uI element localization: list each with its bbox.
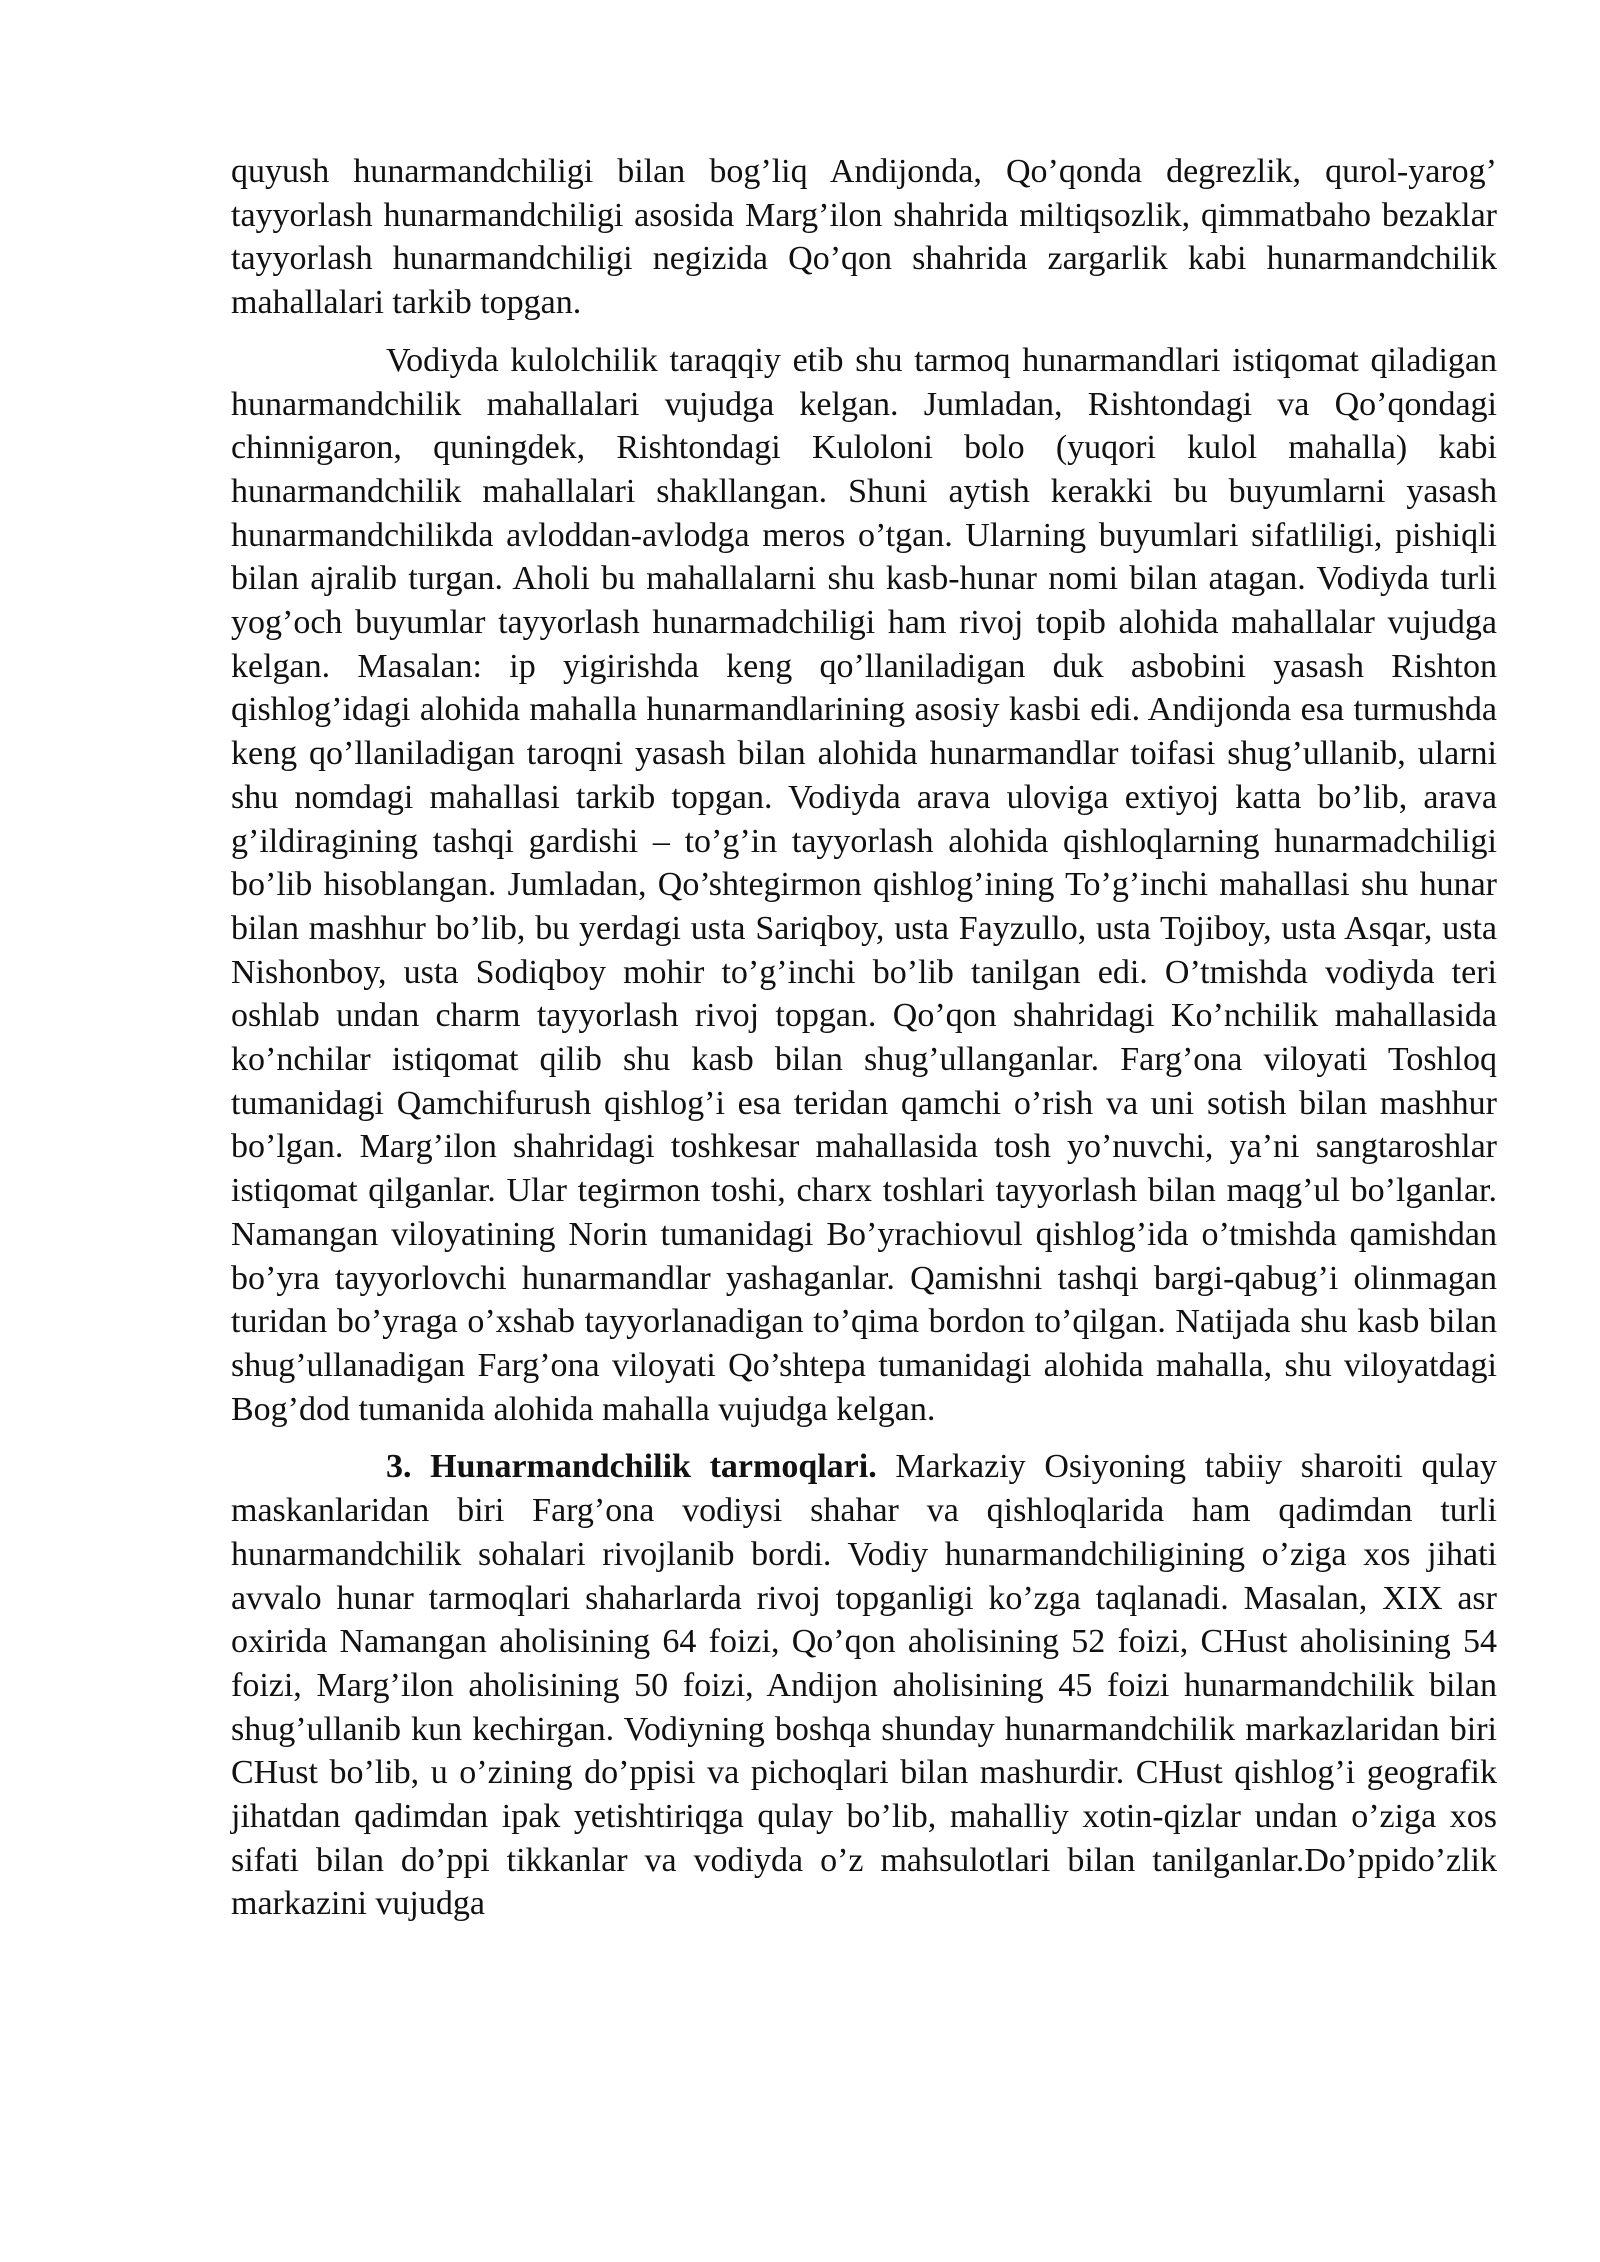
- paragraph-text: quyush hunarmandchiligi bilan bog’liq Andijonda, Qo’qonda degrezlik, qurol-yarog’ tayyorlash hunarmandchiligi asosida Marg’ilon shahrida miltiqsozlik, qimmatbaho bezaklar tayyorlash hunarmandchiligi negizida Qo’qon shahrida zargarlik kabi hunarmandchilik mahallalari tarkib topgan.: [231, 153, 1497, 322]
- paragraph-crafts-branches: [231, 1445, 1497, 1926]
- paragraph-crafts-districts: [231, 150, 1497, 325]
- section-heading: 3. Hunarmandchilik tarmoqlari.: [386, 1448, 877, 1486]
- paragraph-text: Vodiyda kulolchilik taraqqiy etib shu tarmoq hunarmandlari istiqomat qiladigan hunarmandchilik mahallalari vujudga kelgan. Jumladan, Rishtondagi va Qo’qondagi chinnigaron, quningdek, Rishtondagi Kuloloni bolo (yuqori kulol mahalla) kabi hunarmandchilik mahallalari shakllangan. Shuni aytish kerakki bu buyumlarni yasash hunarmandchilikda avloddan-avlodga meros o’tgan. Ularning buyumlari sifatliligi, pishiqli bilan ajralib turgan. Aholi bu mahallalarni shu kasb-hunar nomi bilan atagan. Vodiyda turli yog’och buyumlar tayyorlash hunarmadchiligi ham rivoj topib alohida mahallalar vujudga kelgan. Masalan: ip yigirishda keng qo’llaniladigan duk asbobini yasash Rishton qishlog’idagi alohida mahalla hunarmandlarining asosiy kasbi edi. Andijonda esa turmushda keng qo’llaniladigan taroqni yasash bilan alohida hunarmandlar toifasi shug’ullanib, ularni shu nomdagi mahallasi tarkib topgan. Vodiyda arava uloviga extiyoj katta bo’lib, arava g’ildiragining tashqi gardishi – to’g’in tayyorlash alohida qishloqlarning hunarmadchiligi bo’lib hisoblangan. Jumladan, Qo’shtegirmon qishlog’ining To’g’inchi mahallasi shu hunar bilan mashhur bo’lib, bu yerdagi usta Sariqboy, usta Fayzullo, usta Tojiboy, usta Asqar, usta Nishonboy, usta Sodiqboy mohir to’g’inchi bo’lib tanilgan edi. O’tmishda vodiyda teri oshlab undan charm tayyorlash rivoj topgan. Qo’qon shahridagi Ko’nchilik mahallasida ko’nchilar istiqomat qilib shu kasb bilan shug’ullanganlar. Farg’ona viloyati Toshloq tumanidagi Qamchifurush qishlog’i esa teridan qamchi o’rish va uni sotish bilan mashhur bo’lgan. Marg’ilon shahridagi toshkesar mahallasida tosh yo’nuvchi, ya’ni sangtaroshlar istiqomat qilganlar. Ular tegirmon toshi, charx toshlari tayyorlash bilan maqg’ul bo’lganlar. Namangan viloyatining Norin tumanidagi Bo’yrachiovul qishlog’ida o’tmishda qamishdan bo’yra tayyorlovchi hunarmandlar yashaganlar. Qamishni tashqi bargi-qabug’i olinmagan turidan bo’yraga o’xshab tayyorlanadigan to’qima bordon to’qilgan. Natijada shu kasb bilan shug’ullanadigan Farg’ona viloyati Qo’shtepa tumanidagi alohida mahalla, shu viloyatdagi Bog’dod tumanida alohida mahalla vujudga kelgan.: [231, 341, 1497, 1428]
- paragraph-pottery-and-crafts: [231, 339, 1497, 1432]
- document-page: [231, 150, 1497, 1926]
- paragraph-text: Markaziy Osiyoning tabiiy sharoiti qulay maskanlaridan biri Farg’ona vodiysi shahar va qishloqlarida ham qadimdan turli hunarmandchilik sohalari rivojlanib bordi. Vodiy hunarmandchiligining o’ziga xos jihati avvalo hunar tarmoqlari shaharlarda rivoj topganligi ko’zga taqlanadi. Masalan, XIX asr oxirida Namangan aholisining 64 foizi, Qo’qon aholisining 52 foizi, CHust aholisining 54 foizi, Marg’ilon aholisining 50 foizi, Andijon aholisining 45 foizi hunarmandchilik bilan shug’ullanib kun kechirgan. Vodiyning boshqa shunday hunarmandchilik markazlaridan biri CHust bo’lib, u o’zining do’ppisi va pichoqlari bilan mashurdir. CHust qishlog’i geografik jihatdan qadimdan ipak yetishtiriqga qulay bo’lib, mahalliy xotin-qizlar undan o’ziga xos sifati bilan do’ppi tikkanlar va vodiyda o’z mahsulotlari bilan tanilganlar.Do’ppido’zlik markazini vujudga: [231, 1448, 1498, 1923]
